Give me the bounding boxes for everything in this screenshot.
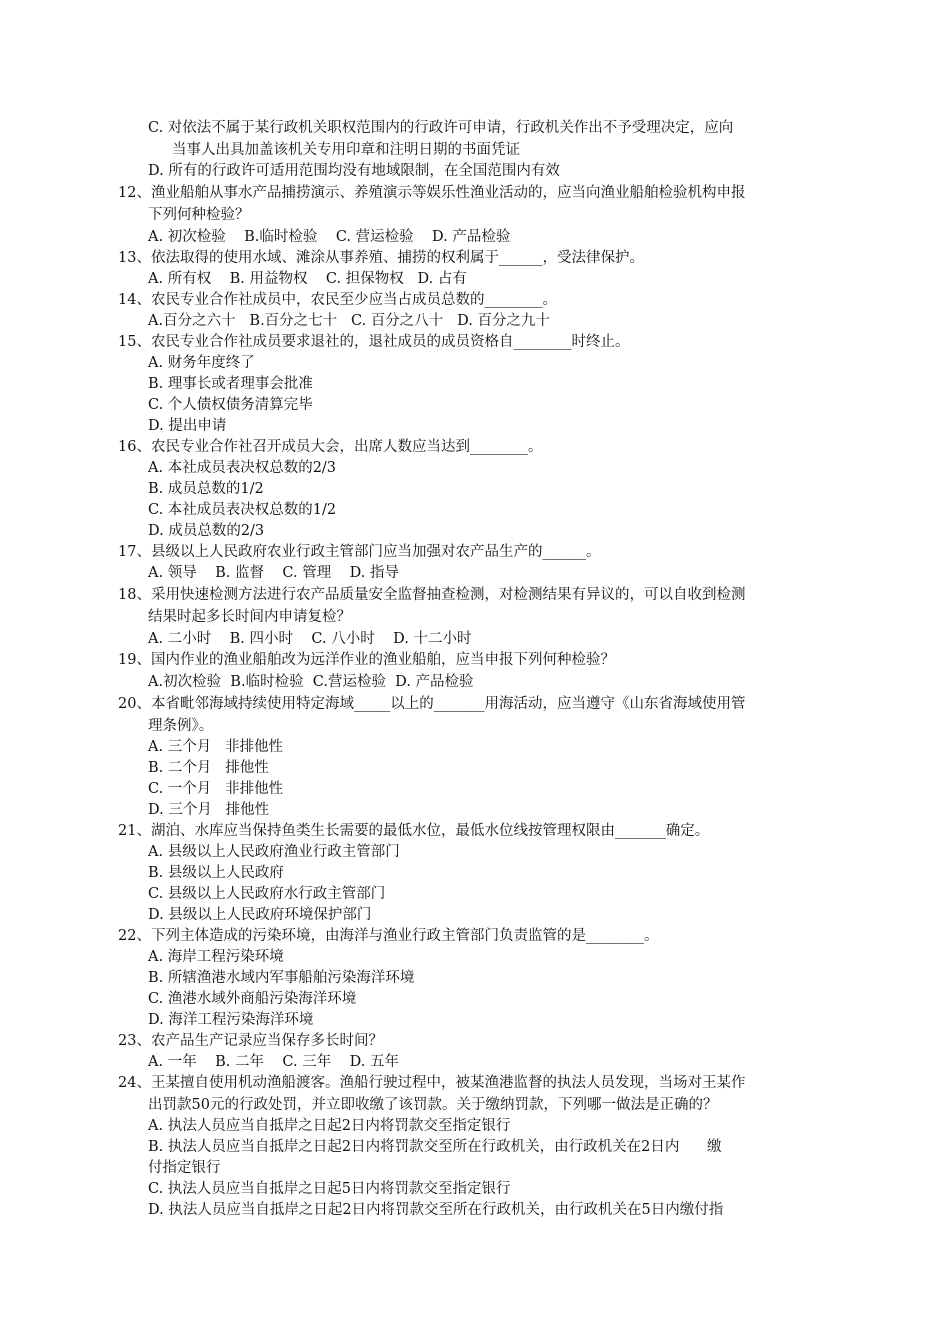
option-line: D. 县级以上人民政府环境保护部门 — [148, 907, 372, 923]
question-line: 21、湖泊、水库应当保持鱼类生长需要的最低水位，最低水位线按管理权限由_______确定。 — [118, 823, 710, 839]
option-line: B. 成员总数的1/2 — [148, 481, 264, 497]
option-line: B. 理事长或者理事会批准 — [148, 376, 313, 392]
option-line: 下列何种检验？ — [148, 207, 250, 223]
option-line: A.百分之六十 B.百分之七十 C. 百分之八十 D. 百分之九十 — [148, 313, 550, 329]
option-line: B. 执法人员应当自抵岸之日起2日内将罚款交至所在行政机关，由行政机关在2日内 缴 — [148, 1139, 722, 1155]
option-line: A. 所有权 B. 用益物权 C. 担保物权 D. 占有 — [148, 271, 467, 287]
question-line: 18、采用快速检测方法进行农产品质量安全监督抽查检测，对检测结果有异议的，可以自收到检测 — [118, 587, 746, 603]
question-line: 24、王某擅自使用机动渔船渡客。渔船行驶过程中，被某渔港监督的执法人员发现，当场对王某作 — [118, 1075, 746, 1091]
option-line: C. 一个月 非排他性 — [148, 781, 284, 797]
option-line: D. 提出申请 — [148, 418, 227, 434]
option-line: C. 执法人员应当自抵岸之日起5日内将罚款交至指定银行 — [148, 1181, 511, 1197]
option-line: D. 执法人员应当自抵岸之日起2日内将罚款交至所在行政机关，由行政机关在5日内缴付指 — [148, 1202, 724, 1218]
option-line: C. 渔港水域外商船污染海洋环境 — [148, 991, 357, 1007]
option-line: 出罚款50元的行政处罚，并立即收缴了该罚款。关于缴纳罚款，下列哪一做法是正确的？ — [148, 1097, 718, 1113]
option-line: 当事人出具加盖该机关专用印章和注明日期的书面凭证 — [172, 142, 520, 158]
option-line: A. 县级以上人民政府渔业行政主管部门 — [148, 844, 400, 860]
option-line: C. 县级以上人民政府水行政主管部门 — [148, 886, 386, 902]
option-line: A. 初次检验 B.临时检验 C. 营运检验 D. 产品检验 — [148, 229, 511, 245]
option-line: B. 县级以上人民政府 — [148, 865, 284, 881]
question-line: 20、本省毗邻海域持续使用特定海域_____以上的_______用海活动，应当遵守《山东省海域使用管 — [118, 696, 746, 712]
question-line: 12、渔业船舶从事水产品捕捞演示、养殖演示等娱乐性渔业活动的，应当向渔业船舶检验机构申报 — [118, 185, 746, 201]
question-line: 23、农产品生产记录应当保存多长时间？ — [118, 1033, 383, 1049]
option-line: A. 执法人员应当自抵岸之日起2日内将罚款交至指定银行 — [148, 1118, 511, 1134]
option-line: 付指定银行 — [148, 1160, 221, 1176]
option-line: D. 所有的行政许可适用范围均没有地域限制，在全国范围内有效 — [148, 163, 560, 179]
option-line: D. 海洋工程污染海洋环境 — [148, 1012, 314, 1028]
option-line: 理条例》。 — [148, 718, 214, 734]
option-line: C. 本社成员表决权总数的1/2 — [148, 502, 337, 518]
option-line: A. 财务年度终了 — [148, 355, 255, 371]
option-line: D. 成员总数的2/3 — [148, 523, 265, 539]
option-line: A. 一年 B. 二年 C. 三年 D. 五年 — [148, 1054, 399, 1070]
question-line: 14、农民专业合作社成员中，农民至少应当占成员总数的________。 — [118, 292, 557, 308]
option-line: C. 对依法不属于某行政机关职权范围内的行政许可申请，行政机关作出不予受理决定，应向 — [148, 120, 734, 136]
question-line: 15、农民专业合作社成员要求退社的，退社成员的成员资格自________时终止。 — [118, 334, 630, 350]
question-line: 19、国内作业的渔业船舶改为远洋作业的渔业船舶，应当申报下列何种检验？ — [118, 652, 615, 668]
question-line: 22、下列主体造成的污染环境，由海洋与渔业行政主管部门负责监管的是________。 — [118, 928, 659, 944]
question-line: 13、依法取得的使用水域、滩涂从事养殖、捕捞的权利属于______，受法律保护。 — [118, 250, 644, 266]
option-line: A. 三个月 非排他性 — [148, 739, 284, 755]
option-line: A. 本社成员表决权总数的2/3 — [148, 460, 337, 476]
option-line: A. 海岸工程污染环境 — [148, 949, 284, 965]
question-line: 17、县级以上人民政府农业行政主管部门应当加强对农产品生产的______。 — [118, 544, 601, 560]
option-line: D. 三个月 排他性 — [148, 802, 270, 818]
option-line: B. 二个月 排他性 — [148, 760, 269, 776]
option-line: B. 所辖渔港水域内军事船舶污染海洋环境 — [148, 970, 415, 986]
option-line: C. 个人债权债务清算完毕 — [148, 397, 313, 413]
option-line: A. 领导 B. 监督 C. 管理 D. 指导 — [148, 565, 399, 581]
question-line: 16、农民专业合作社召开成员大会，出席人数应当达到________。 — [118, 439, 543, 455]
option-line: A.初次检验 B.临时检验 C.营运检验 D. 产品检验 — [148, 674, 474, 690]
option-line: 结果时起多长时间内申请复检？ — [148, 609, 351, 625]
option-line: A. 二小时 B. 四小时 C. 八小时 D. 十二小时 — [148, 631, 472, 647]
